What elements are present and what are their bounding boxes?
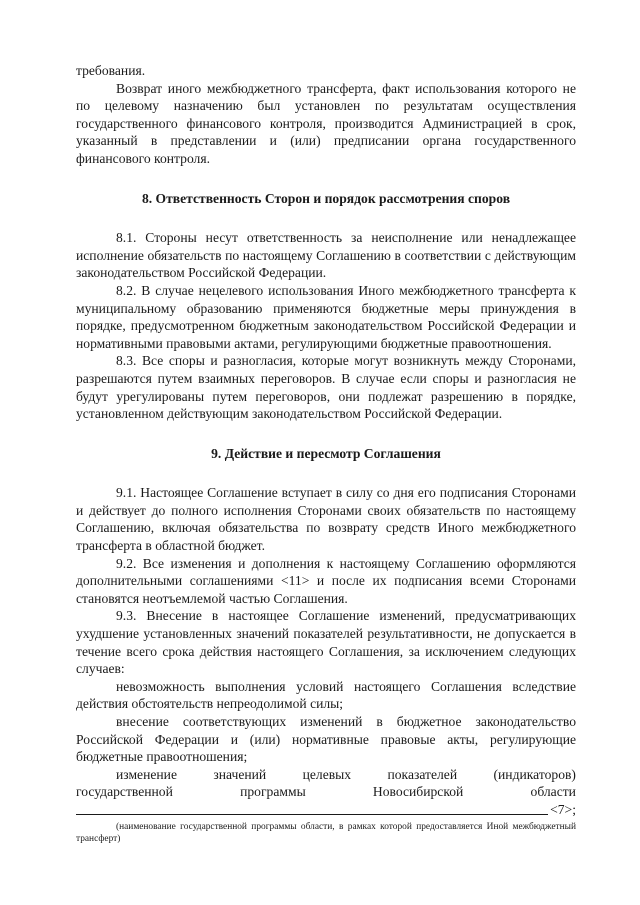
word: государственной	[76, 784, 173, 800]
word: области	[530, 784, 576, 800]
section-8-title: 8. Ответственность Сторон и порядок рассмотрения споров	[141, 190, 511, 206]
program-name-blank	[76, 801, 576, 819]
word: программы	[240, 784, 306, 800]
clause-9-2: 9.2. Все изменения и дополнения к настоящему Соглашению оформляются дополнительными соглашениями <11> и после их подписания всеми Сторонами становятся неотъемлемой частью Соглашения.	[76, 555, 576, 606]
fill-in-line	[76, 814, 548, 815]
exception-legislation-change: внесение соответствующих изменений в бюджетное законодательство Российской Федерации и (или) нормативные правовые акты, регулирующие бюджетные правоотношения;	[76, 714, 576, 765]
exception-force-majeure: невозможность выполнения условий настоящего Соглашения вследствие действия обстоятельств непреодолимой силы;	[76, 678, 576, 712]
word: целевых	[302, 766, 352, 782]
clause-9-3: 9.3. Внесение в настоящее Соглашение изменений, предусматривающих ухудшение установленных значений показателей результативности, не допускается в течение всего срока действия настоящего Соглашения, за исключением следующих случаев:	[76, 608, 576, 677]
clause-8-2: 8.2. В случае нецелевого использования Иного межбюджетного трансферта к муниципальному образованию применяются бюджетные меры принуждения в порядке, предусмотренном бюджетным законодательством Российской Федерации и нормативными правовыми актами, регулирующими бюджетные правоотношения.	[76, 282, 576, 351]
clause-8-3: 8.3. Все споры и разногласия, которые могут возникнуть между Сторонами, разрешаются путем взаимных переговоров. В случае если споры и разногласия не будут урегулированы путем переговоров, они подлежат разрешению в порядке, установленном действующим законодательством Российской Федерации.	[76, 353, 576, 422]
word: Новосибирской	[372, 784, 464, 800]
clause-8-1: 8.1. Стороны несут ответственность за неисполнение или ненадлежащее исполнение обязательств по настоящему Соглашению в соответствии с действующим законодательством Российской Федерации.	[76, 230, 576, 281]
paragraph-continuation: требования.	[76, 63, 146, 78]
word: показателей	[387, 766, 458, 782]
exception-indicators-line-2	[76, 783, 576, 801]
word: значений	[213, 766, 267, 782]
paragraph-return-transfer: Возврат иного межбюджетного трансферта, факт использования которого не по целевому назначению был установлен по результатам осуществления государственного финансового контроля, производится Администрацией в срок, указанный в представлении и (или) предписании органа государственного финансового контроля.	[76, 80, 576, 166]
program-name-caption: (наименование государственной программы области, в рамках которой предоставляется Иной межбюджетный трансферт)	[76, 821, 576, 844]
word: изменение	[116, 766, 177, 782]
section-9-title: 9. Действие и пересмотр Соглашения	[211, 445, 441, 461]
word: (индикаторов)	[493, 766, 576, 782]
clause-9-1: 9.1. Настоящее Соглашение вступает в силу со дня его подписания Сторонами и действует до полного исполнения Сторонами своих обязательств по настоящему Соглашению, включая обязательства по возврату средств Иного межбюджетного трансферта в областной бюджет.	[76, 485, 576, 554]
footnote-ref: <7>;	[550, 801, 576, 817]
exception-indicators-line-1	[76, 766, 576, 784]
